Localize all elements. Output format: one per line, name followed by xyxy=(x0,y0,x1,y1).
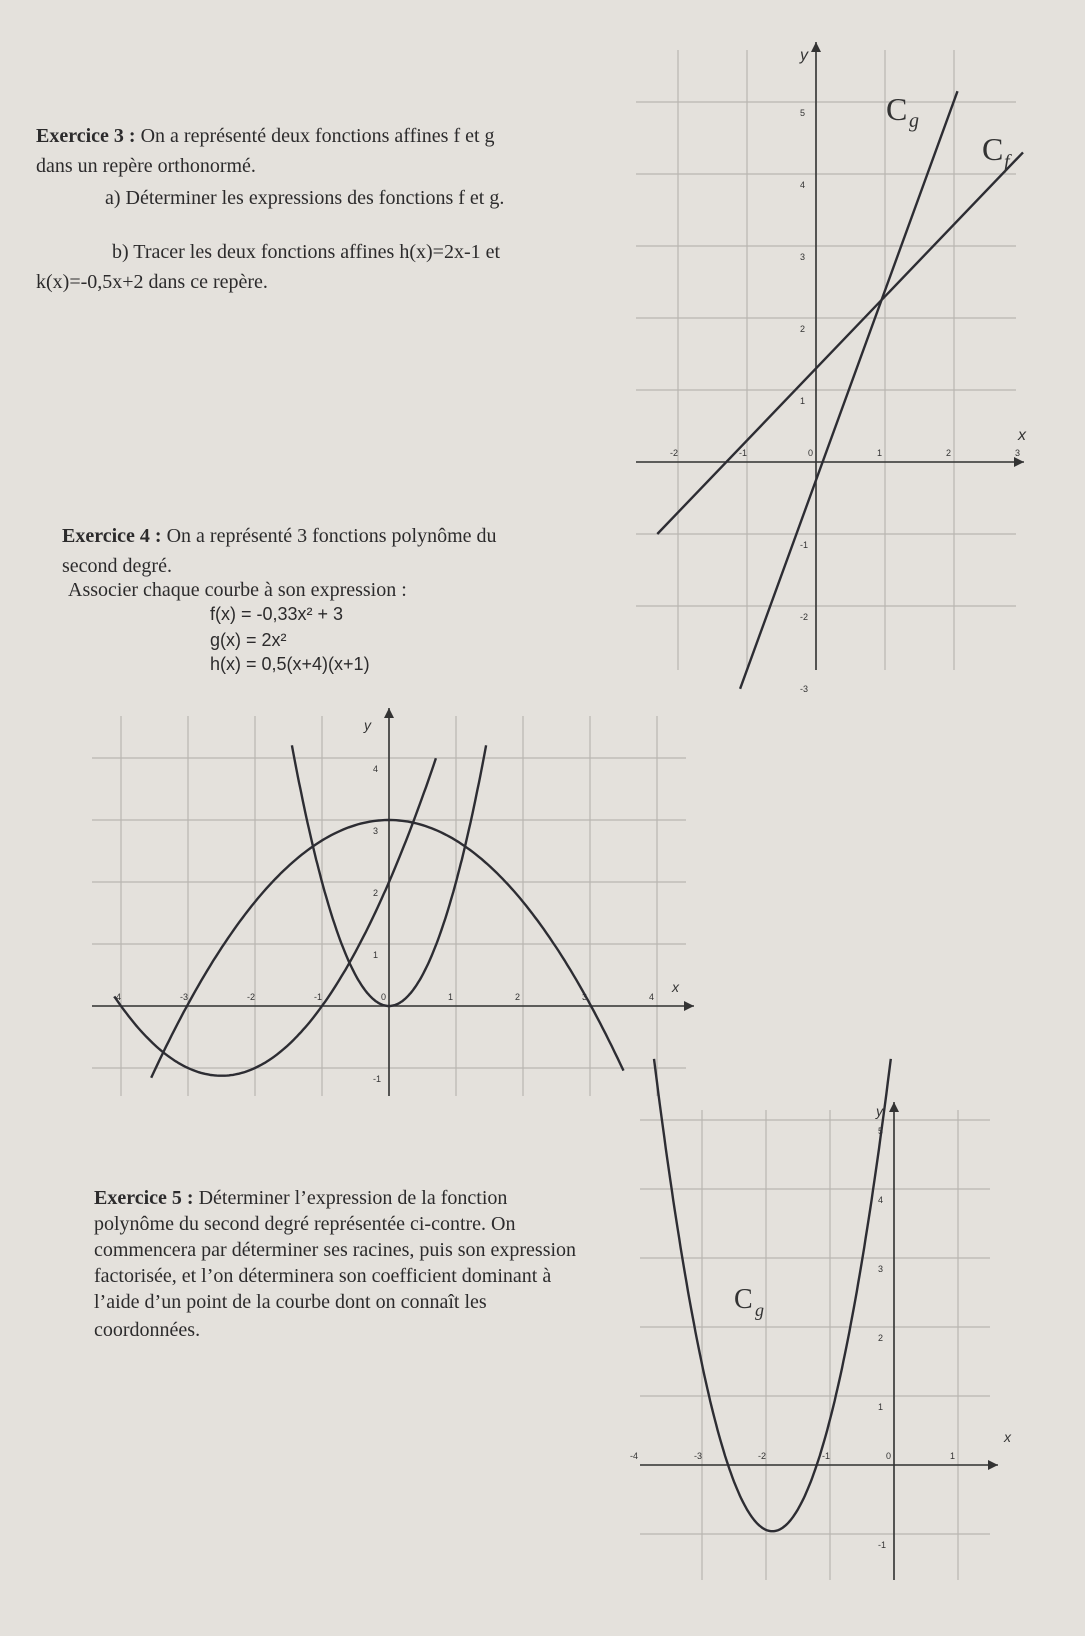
x-tick-label: 1 xyxy=(877,448,883,458)
curve-cg-0 xyxy=(654,1059,891,1531)
x-tick-label: -2 xyxy=(247,992,256,1002)
exercise5-axes xyxy=(640,1102,998,1580)
exercise3-cf-label: C xyxy=(982,131,1004,167)
x-tick-label: -1 xyxy=(739,448,748,458)
exercise4-intro-line1: On a représenté 3 fonctions polynôme du xyxy=(166,525,497,547)
y-tick-label: -1 xyxy=(373,1074,382,1084)
exercise5-title: Exercice 5 : xyxy=(94,1187,194,1209)
x-tick-label: 3 xyxy=(1015,448,1021,458)
exercise3-part-a: a) Déterminer les expressions des fonctions f et g. xyxy=(105,187,505,209)
y-tick-label: 5 xyxy=(878,1126,884,1136)
y-tick-label: -2 xyxy=(800,612,809,622)
exercise3-cg-sub: g xyxy=(909,110,919,132)
y-axis-arrow-icon xyxy=(889,1102,899,1112)
y-tick-label: -3 xyxy=(800,684,809,694)
exercise3-intro-line1: On a représenté deux fonctions affines f et g xyxy=(140,125,495,147)
y-tick-label: 2 xyxy=(800,324,806,334)
x-tick-label: 0 xyxy=(381,992,387,1002)
exercise4-y-axis-label: y xyxy=(364,717,371,733)
y-tick-label: 4 xyxy=(878,1195,884,1205)
exercise4-instruction: Associer chaque courbe à son expression : xyxy=(68,579,407,601)
exercise4-g-expression: g(x) = 2x² xyxy=(210,630,287,650)
exercise5-line2: polynôme du second degré représentée ci-contre. On xyxy=(94,1213,516,1235)
exercise5-y-axis-label: y xyxy=(876,1103,883,1119)
exercise5-grid xyxy=(640,1110,990,1580)
y-tick-label: 4 xyxy=(800,180,806,190)
y-tick-label: -1 xyxy=(878,1540,887,1550)
x-tick-label: -3 xyxy=(694,1451,703,1461)
exercise3-title: Exercice 3 : xyxy=(36,125,136,147)
exercise3-y-axis-label: y xyxy=(800,47,808,64)
y-tick-label: 1 xyxy=(800,396,806,406)
x-tick-label: 0 xyxy=(886,1451,892,1461)
exercise3-intro-line2: dans un repère orthonormé. xyxy=(36,155,256,177)
exercise5-cg-label: C xyxy=(734,1284,753,1315)
x-tick-label: -1 xyxy=(822,1451,831,1461)
y-tick-label: 3 xyxy=(878,1264,884,1274)
y-tick-label: -1 xyxy=(800,540,809,550)
y-tick-label: 1 xyxy=(878,1402,884,1412)
x-tick-label: -1 xyxy=(314,992,323,1002)
exercise4-intro-line2: second degré. xyxy=(62,555,172,577)
exercise4-x-axis-label: x xyxy=(672,979,679,995)
exercise5-line6: coordonnées. xyxy=(94,1319,201,1341)
y-tick-label: 3 xyxy=(373,826,379,836)
x-tick-label: 0 xyxy=(808,448,814,458)
exercise5-cg-sub: g xyxy=(755,1300,764,1320)
x-tick-label: 1 xyxy=(448,992,454,1002)
exercise3-part-b-line2: k(x)=-0,5x+2 dans ce repère. xyxy=(36,271,268,293)
y-tick-label: 4 xyxy=(373,764,379,774)
x-axis-arrow-icon xyxy=(988,1460,998,1470)
y-tick-label: 2 xyxy=(373,888,379,898)
x-tick-label: -4 xyxy=(630,1451,639,1461)
x-tick-label: -3 xyxy=(180,992,189,1002)
exercise4-h-expression: h(x) = 0,5(x+4)(x+1) xyxy=(210,654,370,674)
x-tick-label: 1 xyxy=(950,1451,956,1461)
x-tick-label: 2 xyxy=(946,448,952,458)
exercise5-line1: Déterminer l’expression de la fonction xyxy=(198,1187,508,1209)
y-tick-label: 2 xyxy=(878,1333,884,1343)
x-tick-label: -4 xyxy=(113,992,122,1002)
exercise3-x-axis-label: x xyxy=(1018,427,1026,444)
y-tick-label: 5 xyxy=(800,108,806,118)
exercise5-line4: factorisée, et l’on déterminera son coefficient dominant à xyxy=(94,1265,552,1287)
exercise4-f-expression: f(x) = -0,33x² + 3 xyxy=(210,604,344,624)
exercise5-x-axis-label: x xyxy=(1004,1429,1011,1445)
exercise3-part-b-line1: b) Tracer les deux fonctions affines h(x)=2x-1 et xyxy=(112,241,501,263)
exercise5-curves xyxy=(654,1059,891,1531)
exercise4-title: Exercice 4 : xyxy=(62,525,162,547)
x-tick-label: -2 xyxy=(758,1451,767,1461)
x-tick-label: 3 xyxy=(582,992,588,1002)
y-tick-label: 1 xyxy=(373,950,379,960)
exercise3-cg-label: C xyxy=(886,91,908,127)
x-tick-label: 4 xyxy=(649,992,655,1002)
exercise5-line5: l’aide d’un point de la courbe dont on connaît les xyxy=(94,1291,487,1313)
x-tick-label: -2 xyxy=(670,448,679,458)
exercise5-line3: commencera par déterminer ses racines, puis son expression xyxy=(94,1239,577,1261)
exercise3-cf-sub: f xyxy=(1004,151,1010,173)
y-tick-label: 3 xyxy=(800,252,806,262)
x-tick-label: 2 xyxy=(515,992,521,1002)
